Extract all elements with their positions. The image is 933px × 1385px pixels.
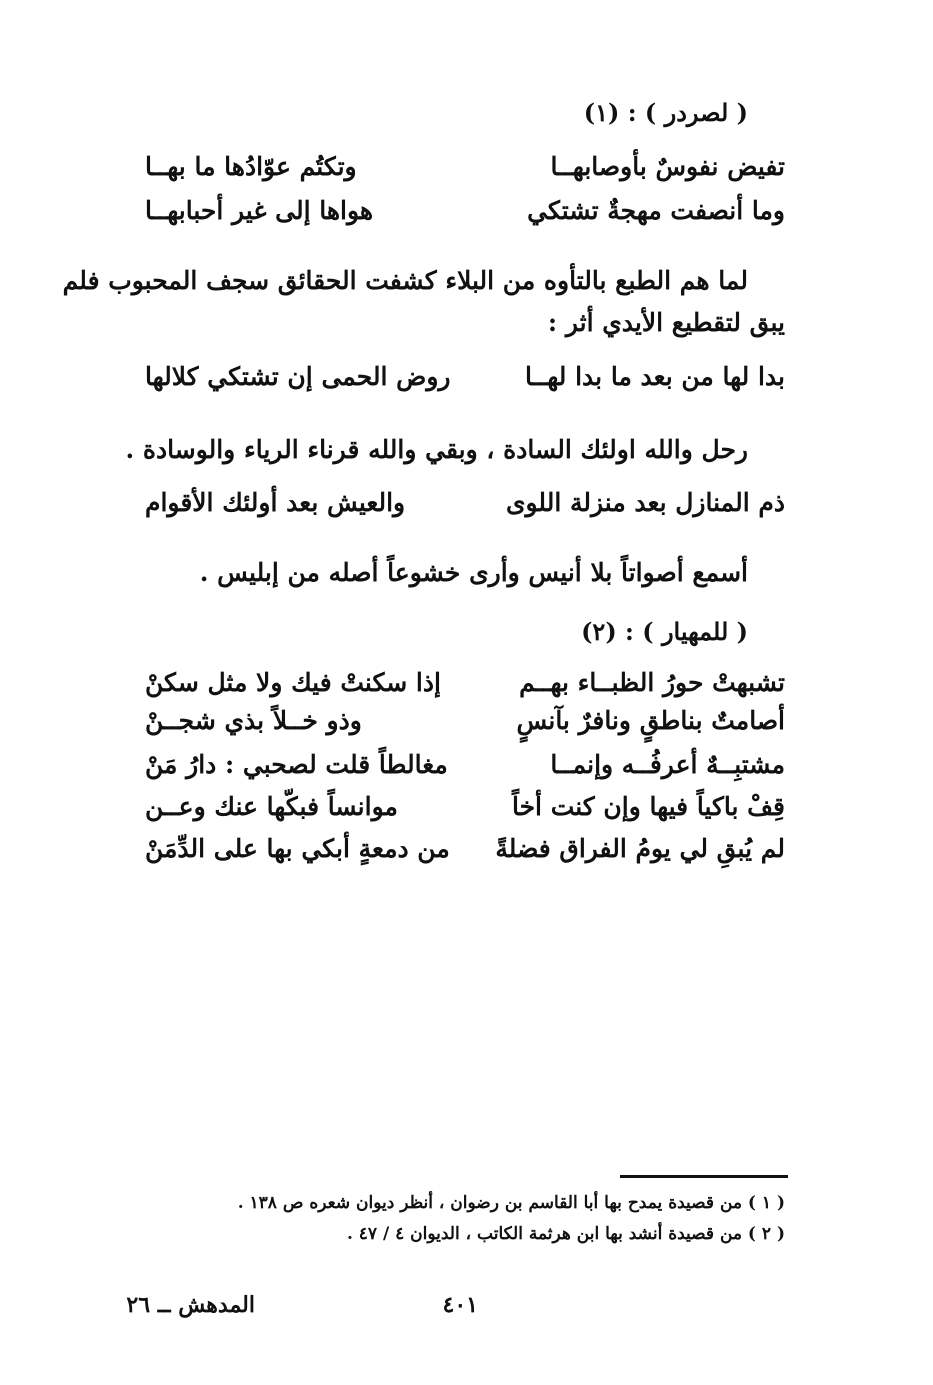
verse-hemistich-right: قِفْ باكياً فيها وإن كنت أخاً — [511, 792, 785, 821]
verse-line — [145, 196, 785, 225]
verse-hemistich-left: من دمعةٍ أبكي بها على الدِّمَنْ — [145, 834, 450, 863]
verse-line — [145, 792, 785, 821]
verse-line — [145, 834, 785, 863]
verse-line — [145, 668, 785, 697]
verse-hemistich-right: وما أنصفت مهجةٌ تشتكي — [527, 196, 785, 225]
footnote: ( ١ ) من قصيدة يمدح بها أبا القاسم بن رضوان ، أنظر ديوان شعره ص ١٣٨ . — [237, 1193, 785, 1213]
book-title-signature: المدهش ــ ٢٦ — [126, 1292, 255, 1318]
verse-hemistich-left: روض الحمى إن تشتكي كلالها — [145, 362, 451, 391]
verse-hemistich-right: بدا لها من بعد ما بدا لهــا — [524, 362, 785, 391]
verse-hemistich-left: هواها إلى غير أحبابهــا — [145, 196, 374, 225]
verse-hemistich-right: تشبهتْ حورُ الظبــاء بهــم — [519, 668, 785, 697]
footnote: ( ٢ ) من قصيدة أنشد بها ابن هرثمة الكاتب ، الديوان ٤ / ٤٧ . — [346, 1224, 785, 1244]
verse-hemistich-right: أصامتٌ بناطقٍ ونافرٌ بآنسٍ — [516, 706, 785, 735]
verse-line — [145, 488, 785, 517]
verse-hemistich-left: وذو خــلاً بذي شجــنْ — [145, 706, 362, 735]
section-heading-sardar: ( لصردر ) : (١) — [583, 98, 748, 127]
prose-paragraph-line: لما هم الطبع بالتأوه من البلاء كشفت الحقائق سجف المحبوب فلم — [62, 266, 748, 295]
footnote-divider — [620, 1175, 788, 1178]
section-heading-mihyar: ( للمهيار ) : (٢) — [581, 617, 748, 646]
verse-line — [145, 362, 785, 391]
verse-hemistich-left: إذا سكنتْ فيك ولا مثل سكنْ — [145, 668, 441, 697]
verse-hemistich-right: لم يُبقِ لي يومُ الفراق فضلةً — [495, 834, 785, 863]
verse-hemistich-right: ذم المنازل بعد منزلة اللوى — [505, 488, 785, 517]
verse-line — [145, 152, 785, 181]
verse-hemistich-right: تفيض نفوسٌ بأوصابهــا — [550, 152, 785, 181]
prose-paragraph-line: يبق لتقطيع الأيدي أثر : — [547, 308, 785, 337]
verse-hemistich-left: والعيش بعد أولئك الأقوام — [145, 488, 406, 517]
verse-line — [145, 706, 785, 735]
verse-hemistich-left: وتكتُم عوّادُها ما بهــا — [145, 152, 357, 181]
page-number: ٤٠١ — [442, 1292, 478, 1318]
verse-line — [145, 750, 785, 779]
verse-hemistich-left: موانساً فبكّها عنك وعــن — [145, 792, 398, 821]
prose-paragraph-line: رحل والله اولئك السادة ، وبقي والله قرناء الرياء والوسادة . — [125, 435, 748, 464]
verse-hemistich-right: مشتبِــهٌ أعرفُــه وإنمــا — [550, 750, 785, 779]
prose-paragraph-line: أسمع أصواتاً بلا أنيس وأرى خشوعاً أصله من إبليس . — [199, 558, 748, 587]
verse-hemistich-left: مغالطاً قلت لصحبي : دارُ مَنْ — [145, 750, 448, 779]
